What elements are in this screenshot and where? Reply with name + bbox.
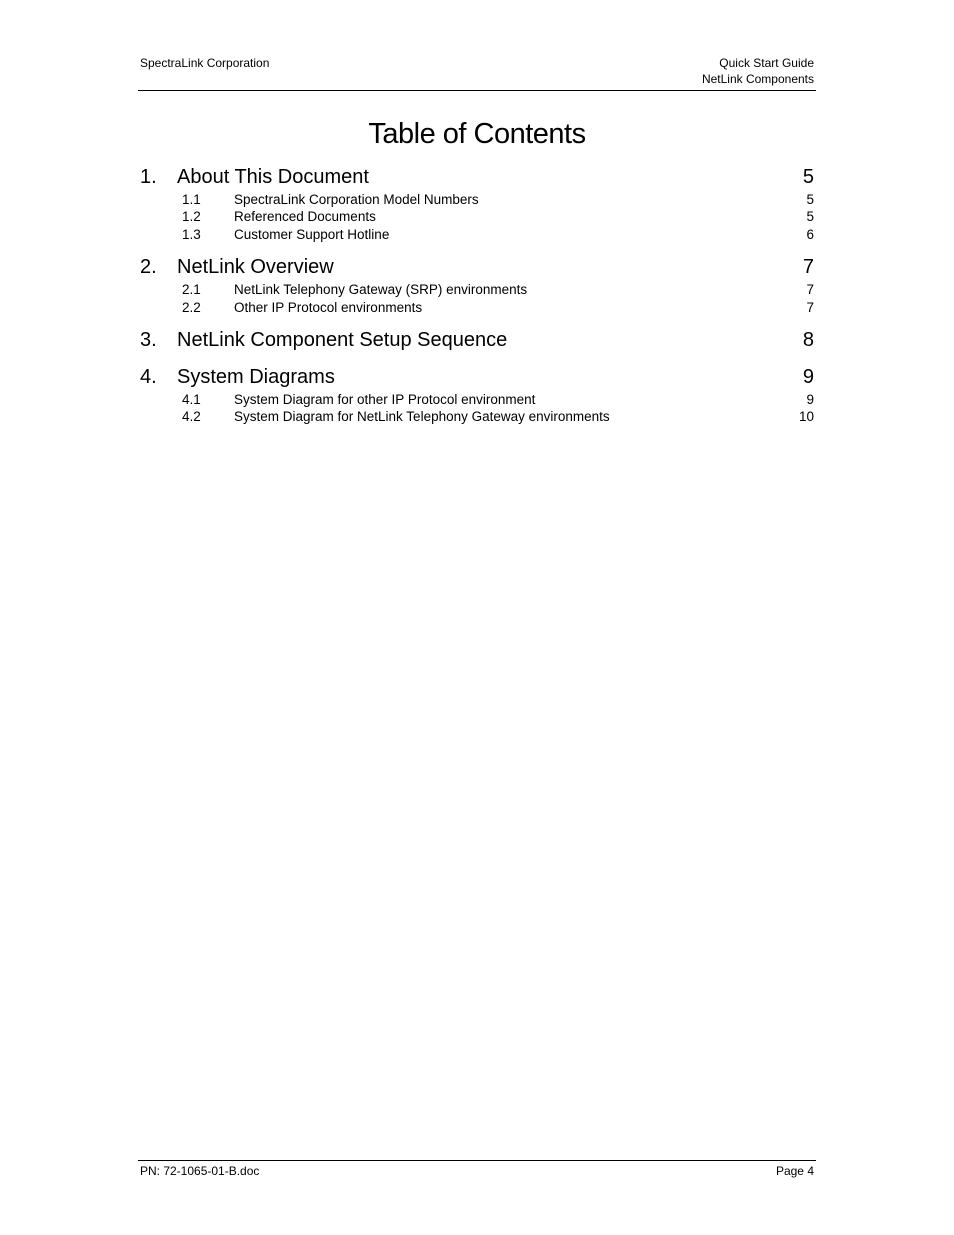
toc-entry-number: 1. <box>140 166 157 188</box>
toc-entry-1-1[interactable] <box>140 192 816 210</box>
toc-entry-page: 5 <box>806 209 814 224</box>
toc-entry-1-2[interactable] <box>140 209 816 227</box>
toc-entry-page: 5 <box>806 192 814 207</box>
toc-entry-number: 4.1 <box>182 392 201 407</box>
toc-entry-title: NetLink Component Setup Sequence <box>177 329 508 351</box>
toc-entry-title: Referenced Documents <box>234 209 376 224</box>
toc-entry-title: System Diagram for other IP Protocol environment <box>234 392 536 407</box>
toc-entry-number: 3. <box>140 329 157 351</box>
toc-entry-1-3[interactable] <box>140 227 816 245</box>
toc-entry-page: 7 <box>806 282 814 297</box>
toc-entry-page: 7 <box>802 256 814 278</box>
toc-entry-title: System Diagrams <box>177 366 335 388</box>
toc-entry-number: 2. <box>140 256 157 278</box>
toc-entry-page: 6 <box>806 227 814 242</box>
footer-part-number: PN: 72-1065-01-B.doc <box>140 1164 260 1178</box>
toc-entry-number: 4. <box>140 366 157 388</box>
toc-entry-page: 9 <box>802 366 814 388</box>
toc-entry-1[interactable] <box>140 166 816 192</box>
toc-entry-number: 1.3 <box>182 227 201 242</box>
toc-entry-number: 1.1 <box>182 192 201 207</box>
toc-entry-number: 1.2 <box>182 209 201 224</box>
toc-entry-title: SpectraLink Corporation Model Numbers <box>234 192 479 207</box>
toc-entry-title: About This Document <box>177 166 369 188</box>
header-doc-subject: NetLink Components <box>701 72 814 86</box>
page-title: Table of Contents <box>368 118 586 150</box>
page-footer <box>138 1160 816 1178</box>
toc-entry-page: 10 <box>798 409 814 424</box>
header-doc-type: Quick Start Guide <box>719 56 814 70</box>
toc-entry-page: 5 <box>802 166 814 188</box>
toc-entry-number: 4.2 <box>182 409 201 424</box>
toc-entry-page: 9 <box>806 392 814 407</box>
toc-entry-4-1[interactable] <box>140 392 816 410</box>
footer-page-number: Page 4 <box>775 1164 814 1178</box>
toc-entry-page: 7 <box>806 300 814 315</box>
toc-entry-2-2[interactable] <box>140 300 816 318</box>
toc-entry-4-2[interactable] <box>140 409 816 427</box>
toc-entry-title: NetLink Telephony Gateway (SRP) environments <box>234 282 528 297</box>
toc-entry-title: System Diagram for NetLink Telephony Gateway environments <box>234 409 610 424</box>
page-header <box>138 54 816 91</box>
toc-entry-3[interactable] <box>140 329 816 355</box>
toc-entry-number: 2.2 <box>182 300 201 315</box>
toc-entry-2[interactable] <box>140 256 816 282</box>
toc-entry-title: Other IP Protocol environments <box>234 300 423 315</box>
toc-entry-title: NetLink Overview <box>177 256 334 278</box>
header-doc-info <box>702 55 814 87</box>
toc-entry-number: 2.1 <box>182 282 201 297</box>
toc-entry-title: Customer Support Hotline <box>234 227 390 242</box>
toc-entry-page: 8 <box>802 329 814 351</box>
header-company: SpectraLink Corporation <box>140 56 270 70</box>
toc-entry-2-1[interactable] <box>140 282 816 300</box>
toc-entry-4[interactable] <box>140 366 816 392</box>
